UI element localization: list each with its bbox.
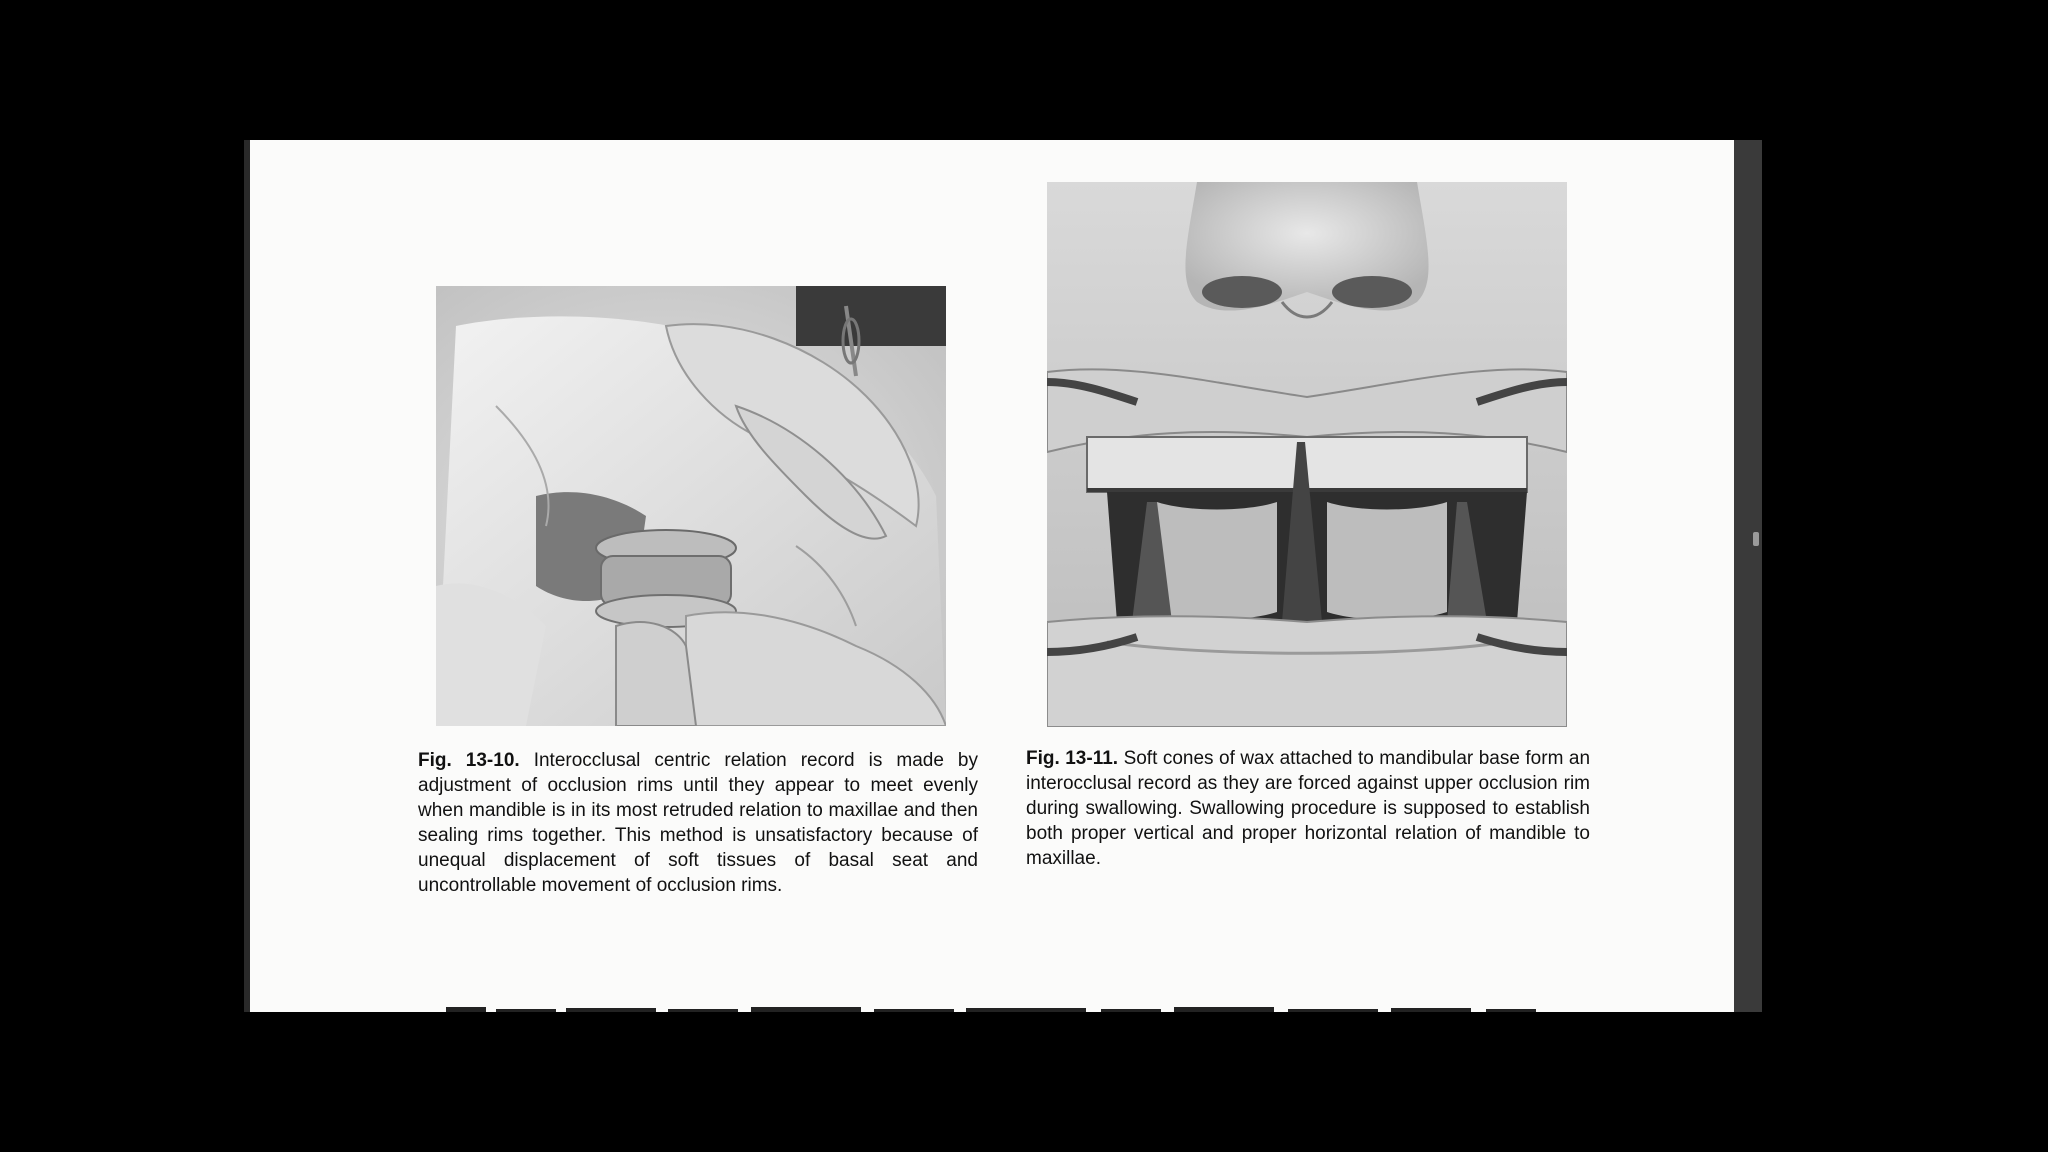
figure-13-11-caption (1026, 746, 1590, 871)
document-page (244, 140, 1740, 1012)
scrollbar-track[interactable] (1734, 140, 1762, 1012)
cut-off-body-text (446, 1002, 1546, 1012)
cut-off-text-glyphs-icon (446, 1005, 1546, 1012)
hands-holding-occlusion-rims-photo-icon (436, 286, 946, 726)
figure-13-10-label: Fig. 13-10. (418, 750, 520, 771)
figure-13-11-label: Fig. 13-11. (1026, 748, 1119, 769)
figure-13-10-caption (418, 748, 978, 898)
scrollbar-thumb[interactable] (1753, 532, 1759, 546)
figure-13-11-caption-text: Soft cones of wax attached to mandibular base form an interocclusal record as they are forced against upper occlusion rim during swallowing. Swallowing procedure is supposed to establish both proper vertical and proper horizontal relation of mandible to maxillae. (1026, 748, 1591, 869)
figure-13-10-caption-text: Interocclusal centric relation record is made by adjustment of occlusion rims until they appear to meet evenly when mandible is in its most retruded relation to maxillae and then sealing rims together. This method is unsatisfactory because of unequal displacement of soft tissues of basal seat and uncontrollable movement of occlusion rims. (418, 750, 978, 896)
figure-13-10-photo (436, 286, 946, 726)
mouth-with-wax-cones-photo-icon (1047, 182, 1567, 727)
figure-13-11-photo (1047, 182, 1567, 727)
